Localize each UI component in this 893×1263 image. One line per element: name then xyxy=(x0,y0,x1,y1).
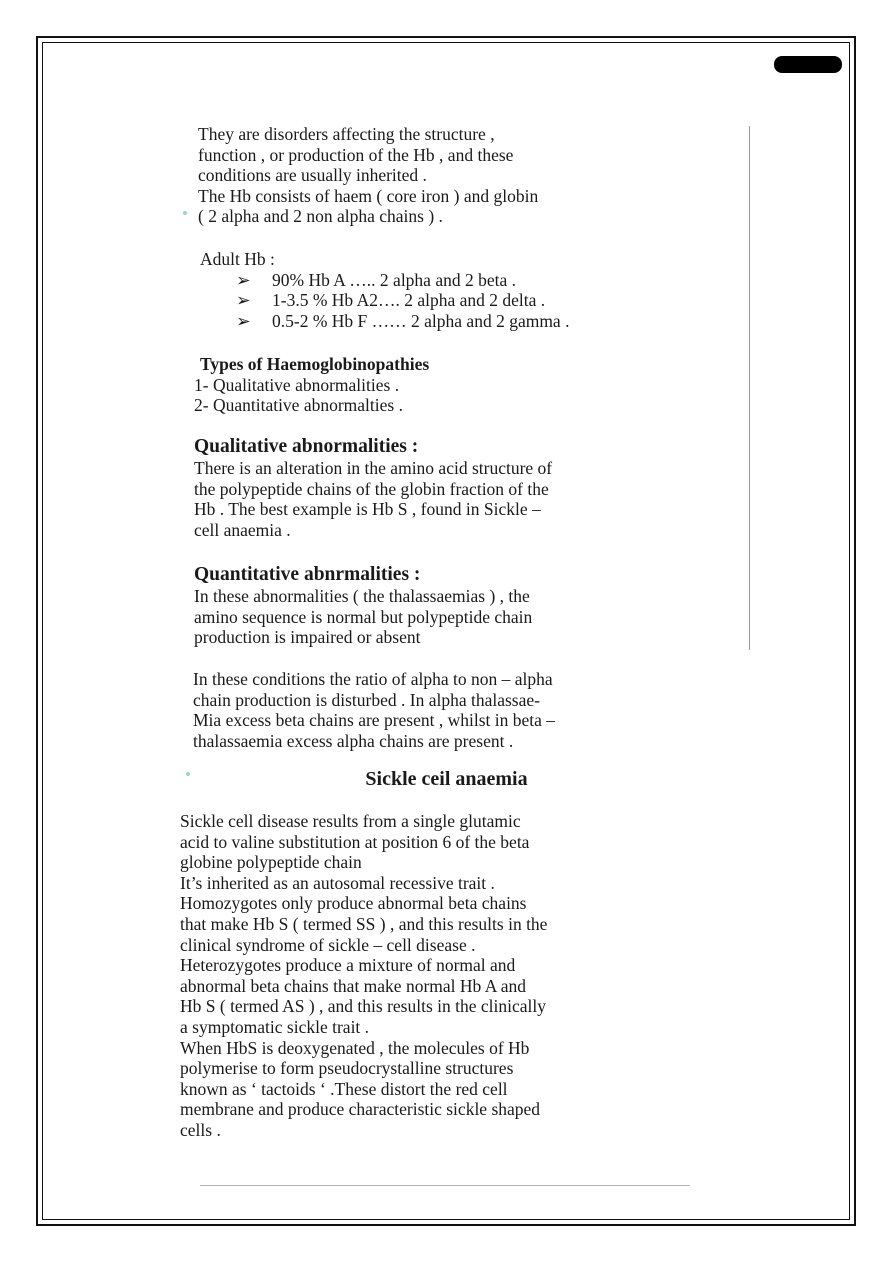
text-line: function , or production of the Hb , and these xyxy=(198,144,514,165)
intro-paragraph xyxy=(198,124,538,227)
text-line: polymerise to form pseudocrystalline structures xyxy=(180,1058,514,1079)
list-item: ➢ 0.5-2 % Hb F …… 2 alpha and 2 gamma . xyxy=(236,310,570,331)
text-line: It’s inherited as an autosomal recessive trait . xyxy=(180,872,495,893)
text-line: membrane and produce characteristic sickle shaped xyxy=(180,1099,541,1120)
text-line: globine polypeptide chain xyxy=(180,852,362,873)
types-heading: Types of Haemoglobinopathies xyxy=(200,354,430,374)
text-line: cell anaemia . xyxy=(194,519,291,540)
text-line: Hb . The best example is Hb S , found in Sickle – xyxy=(194,499,541,520)
text-line: acid to valine substitution at position 6 of the beta xyxy=(180,831,530,852)
footer-rule xyxy=(200,1185,690,1186)
ratio-paragraph xyxy=(193,669,555,751)
text-line: thalassaemia excess alpha chains are present . xyxy=(193,730,514,751)
scan-edge-line xyxy=(749,126,750,650)
text-line: the polypeptide chains of the globin fraction of the xyxy=(194,478,549,499)
text-line: There is an alteration in the amino acid structure of xyxy=(194,458,553,478)
quantitative-section xyxy=(194,564,532,648)
text-line: known as ‘ tactoids ‘ .These distort the red cell xyxy=(180,1078,508,1099)
text-line: Homozygotes only produce abnormal beta chains xyxy=(180,893,527,914)
arrow-bullet-icon: ➢ xyxy=(236,290,251,311)
adult-hb-list xyxy=(200,270,569,332)
text-line: Heterozygotes produce a mixture of normal and xyxy=(180,955,516,976)
adult-hb-heading: Adult Hb : xyxy=(200,249,275,269)
text-line: When HbS is deoxygenated , the molecules of Hb xyxy=(180,1037,530,1058)
list-item: ➢ 1-3.5 % Hb A2…. 2 alpha and 2 delta . xyxy=(236,290,546,311)
list-item: ➢ 90% Hb A ….. 2 alpha and 2 beta . xyxy=(236,269,516,290)
text-line: Sickle cell disease results from a single glutamic xyxy=(180,811,521,831)
scan-speck xyxy=(183,211,187,215)
text-line: The Hb consists of haem ( core iron ) and globin xyxy=(198,185,539,206)
text-line: In these abnormalities ( the thalassaemias ) , the xyxy=(194,586,530,606)
text-line: clinical syndrome of sickle – cell disease . xyxy=(180,934,476,955)
arrow-bullet-icon: ➢ xyxy=(236,269,251,290)
sickle-title: Sickle ceil anaemia xyxy=(365,768,528,790)
adult-hb-section xyxy=(200,249,569,331)
text-line: Mia excess beta chains are present , whilst in beta – xyxy=(193,710,556,731)
text-line: Hb S ( termed AS ) , and this results in the clinically xyxy=(180,996,546,1017)
text-line: that make Hb S ( termed SS ) , and this results in the xyxy=(180,913,548,934)
text-line: cells . xyxy=(180,1119,221,1140)
text-line: production is impaired or absent xyxy=(194,627,421,648)
qualitative-heading: Qualitative abnormalities : xyxy=(194,436,419,457)
quantitative-heading: Quantitative abnrmalities : xyxy=(194,564,421,585)
text-line: ( 2 alpha and 2 non alpha chains ) . xyxy=(198,206,443,227)
list-item: 1- Qualitative abnormalities . xyxy=(194,374,400,395)
types-section xyxy=(194,354,429,416)
black-tab-mark xyxy=(774,56,842,73)
list-item: 2- Quantitative abnormalties . xyxy=(194,395,403,416)
text-line: conditions are usually inherited . xyxy=(198,165,427,186)
text-line: In these conditions the ratio of alpha to non – alpha xyxy=(193,669,553,689)
text-line: They are disorders affecting the structure , xyxy=(198,124,495,144)
text-line: abnormal beta chains that make normal Hb A and xyxy=(180,975,527,996)
sickle-paragraph xyxy=(180,811,547,1141)
arrow-bullet-icon: ➢ xyxy=(236,310,251,331)
text-line: chain production is disturbed . In alpha thalassae- xyxy=(193,689,540,710)
text-line: a symptomatic sickle trait . xyxy=(180,1016,370,1037)
qualitative-section xyxy=(194,436,552,540)
text-line: amino sequence is normal but polypeptide chain xyxy=(194,606,533,627)
